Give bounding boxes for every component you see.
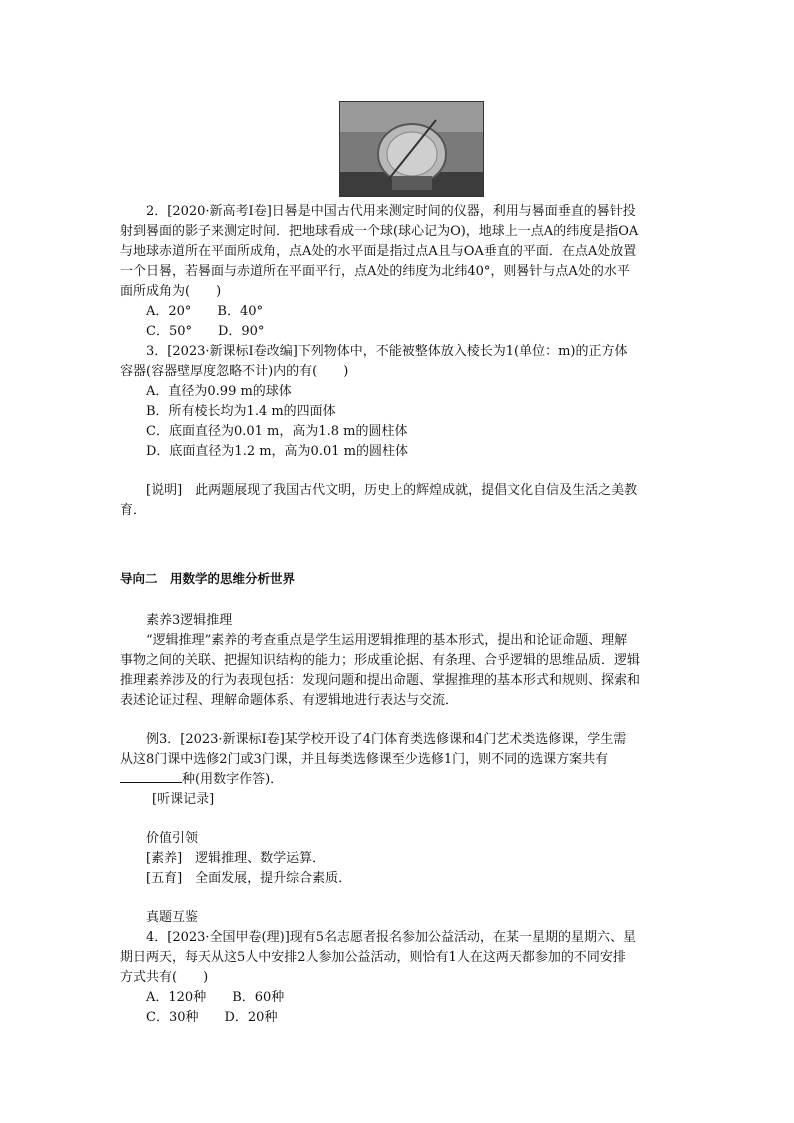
q2-line-2: 射到晷面的影子来测定时间．把地球看成一个球(球心记为O)，地球上一点A的纬度是指OA	[120, 224, 639, 239]
lecture-record-label: [听课记录]	[152, 792, 215, 807]
example3-line-3-suffix: 种(用数字作答)．	[182, 772, 284, 787]
q2-line-5: 面所成角为( )	[120, 284, 222, 299]
q2-line-1: 2．[2020·新高考Ⅰ卷]日晷是中国古代用来测定时间的仪器，利用与晷面垂直的晷针投	[146, 204, 636, 219]
note-line-1: [说明] 此两题展现了我国古代文明，历史上的辉煌成就，提倡文化自信及生活之美教	[146, 483, 638, 498]
value-line-2: [五育] 全面发展，提升综合素质．	[146, 871, 352, 886]
value-line-1: [素养] 逻辑推理、数学运算．	[146, 851, 326, 866]
q3-line-1: 3．[2023·新课标Ⅰ卷改编]下列物体中，不能被整体放入棱长为1(单位：m)的正方体	[146, 344, 628, 359]
literacy-line-3: 推理素养涉及的行为表现包括：发现问题和提出命题、掌握推理的基本形式和规则、探索和	[120, 673, 641, 688]
note-line-2: 育．	[120, 503, 147, 518]
q3-option-c: C．底面直径为0.01 m，高为1.8 m的圆柱体	[146, 424, 408, 439]
example3-line-1: 例3．[2023·新课标Ⅰ卷]某学校开设了4门体育类选修课和4门艺术类选修课，学生需	[146, 732, 627, 747]
q2-line-4: 一个日晷，若晷面与赤道所在平面平行，点A处的纬度为北纬40°，则晷针与点A处的水平	[120, 264, 630, 279]
literacy-line-4: 表述论证过程、理解命题体系、有逻辑地进行表达与交流．	[120, 693, 459, 708]
q3-option-b: B．所有棱长均为1.4 m的四面体	[146, 404, 336, 419]
example3-line-2: 从这8门课中选修2门或3门课，并且每类选修课至少选修1门，则不同的选课方案共有	[120, 752, 609, 767]
q3-line-2: 容器(容器壁厚度忽略不计)内的有( )	[120, 364, 349, 379]
literacy-line-1: “逻辑推理”素养的考查重点是学生运用逻辑推理的基本形式，提出和论证命题、理解	[146, 633, 628, 648]
answer-blank[interactable]	[120, 770, 182, 783]
sundial-photo	[339, 101, 484, 197]
q3-option-a: A．直径为0.99 m的球体	[146, 384, 292, 399]
q2-options-cd: C．50° D．90°	[146, 324, 265, 339]
real-title: 真题互鉴	[146, 910, 199, 925]
sundial-icon	[340, 102, 483, 196]
q4-options-ab: A．120种 B．60种	[146, 990, 285, 1005]
value-title: 价值引领	[146, 831, 199, 846]
q4-line-3: 方式共有( )	[120, 970, 209, 985]
example3-line-3	[120, 770, 283, 790]
literacy-line-2: 事物之间的关联、把握知识结构的能力；形成重论据、有条理、合乎逻辑的思维品质．逻辑	[120, 653, 641, 668]
q2-line-3: 与地球赤道所在平面所成角，点A处的水平面是指过点A且与OA垂直的平面．在点A处放置	[120, 244, 637, 259]
q4-line-1: 4．[2023·全国甲卷(理)]现有5名志愿者报名参加公益活动，在某一星期的星期六、星	[146, 930, 637, 945]
q2-options-ab: A．20° B．40°	[146, 304, 264, 319]
section-title: 导向二 用数学的思维分析世界	[120, 571, 296, 586]
literacy-title: 素养3逻辑推理	[146, 613, 233, 628]
q3-option-d: D．底面直径为1.2 m，高为0.01 m的圆柱体	[146, 444, 408, 459]
q4-line-2: 期日两天，每天从这5人中安排2人参加公益活动，则恰有1人在这两天都参加的不同安排	[120, 950, 626, 965]
q4-options-cd: C．30种 D．20种	[146, 1010, 278, 1025]
